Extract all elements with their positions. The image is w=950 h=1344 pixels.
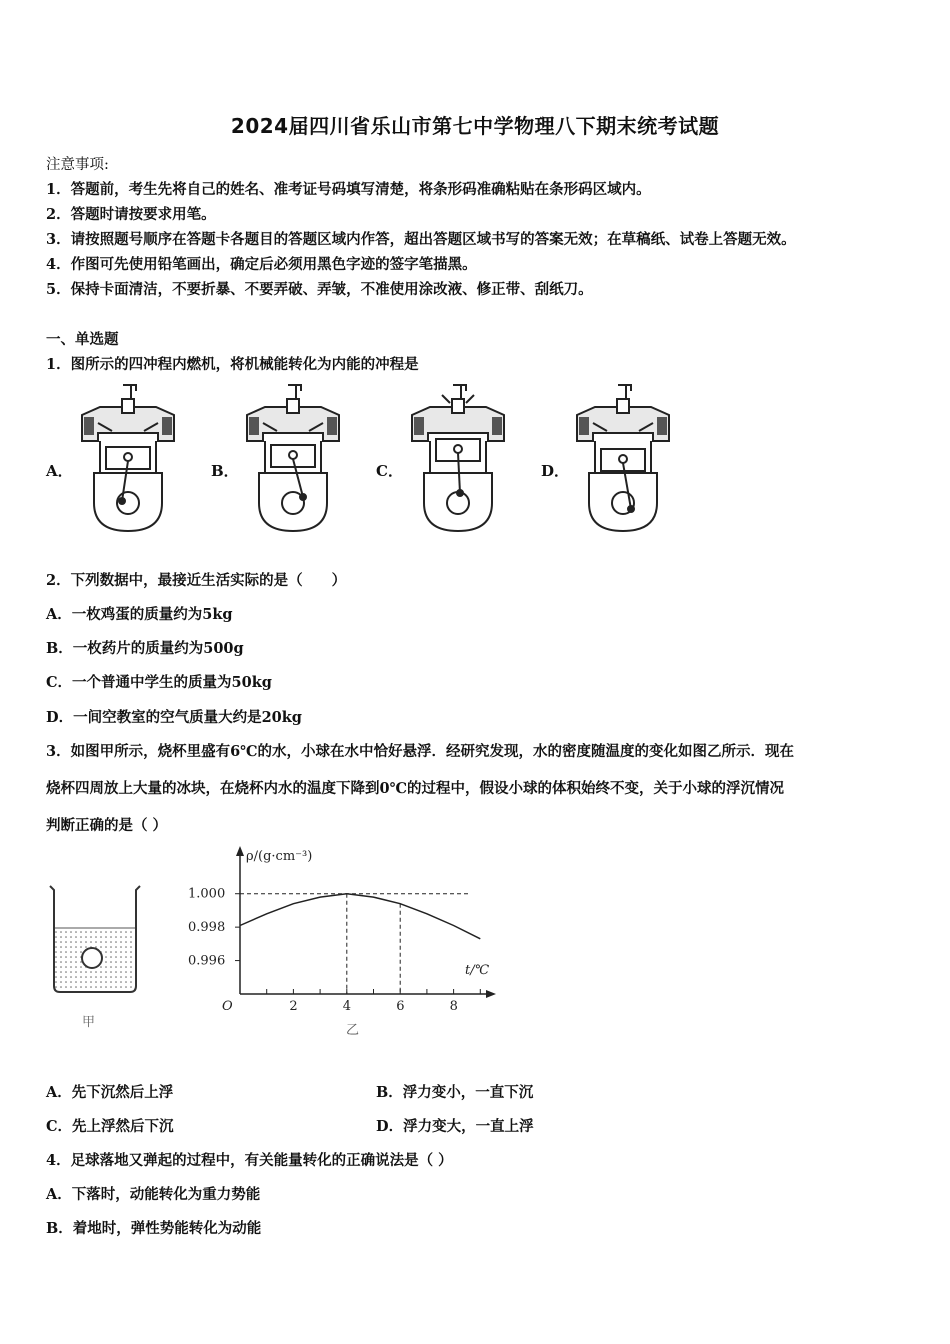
origin-label: O bbox=[222, 999, 233, 1014]
option-d: D．一间空教室的空气质量大约是20kg bbox=[46, 709, 302, 726]
y-tick-label: 1.000 bbox=[188, 886, 226, 902]
x-tick-label: 2 bbox=[289, 999, 298, 1014]
density-curve bbox=[240, 894, 480, 939]
question-1-stem: 1．图所示的四冲程内燃机，将机械能转化为内能的冲程是 bbox=[46, 356, 419, 373]
option-c-label: C． bbox=[376, 462, 403, 480]
option-b: B．浮力变小，一直下沉 bbox=[376, 1084, 534, 1101]
notice-item: 5．保持卡面清洁，不要折暴、不要弄破、弄皱，不准使用涂改液、修正带、刮纸刀。 bbox=[46, 281, 593, 298]
option-c: C．一个普通中学生的质量为50kg bbox=[46, 674, 272, 691]
question-2-stem: 2．下列数据中，最接近生活实际的是（ ） bbox=[46, 572, 347, 589]
x-axis-arrow bbox=[486, 990, 496, 998]
question-3-stem-line: 判断正确的是（ ） bbox=[46, 817, 168, 834]
option-a: A．先下沉然后上浮 bbox=[46, 1084, 174, 1101]
question-4-stem: 4．足球落地又弹起的过程中，有关能量转化的正确说法是（ ） bbox=[46, 1152, 453, 1169]
option-b: B．一枚药片的质量约为500g bbox=[46, 640, 244, 657]
option-d: D．浮力变大，一直上浮 bbox=[376, 1118, 534, 1135]
fig-b-label: 乙 bbox=[346, 1023, 360, 1038]
engine-diagram-a bbox=[78, 383, 178, 535]
y-tick-label: 0.998 bbox=[188, 920, 226, 936]
x-tick-label: 4 bbox=[342, 999, 352, 1014]
notice-heading: 注意事项: bbox=[46, 157, 109, 173]
engine-diagram-d bbox=[573, 383, 673, 535]
fig-a-label: 甲 bbox=[82, 1015, 96, 1030]
y-tick-label: 0.996 bbox=[188, 953, 226, 969]
page-title: 2024届四川省乐山市第七中学物理八下期末统考试题 bbox=[230, 114, 720, 138]
notice-item: 4．作图可先使用铅笔画出，确定后必须用黑色字迹的签字笔描黑。 bbox=[46, 256, 477, 273]
x-tick-label: 8 bbox=[449, 999, 458, 1014]
option-a: A．下落时，动能转化为重力势能 bbox=[46, 1186, 261, 1203]
engine-diagram-c bbox=[408, 383, 508, 535]
y-axis-label: ρ/(g·cm⁻³) bbox=[246, 849, 313, 864]
option-b-label: B． bbox=[211, 462, 239, 480]
x-axis-label: t/℃ bbox=[465, 963, 490, 978]
y-axis-arrow bbox=[236, 846, 244, 856]
notice-item: 2．答题时请按要求用笔。 bbox=[46, 206, 216, 223]
option-a: A．一枚鸡蛋的质量约为5kg bbox=[46, 606, 233, 623]
notice-item: 1．答题前，考生先将自己的姓名、准考证号码填写清楚，将条形码准确粘贴在条形码区域内。 bbox=[46, 181, 651, 198]
density-chart bbox=[160, 840, 510, 1040]
option-d-label: D． bbox=[541, 462, 570, 480]
beaker-figure bbox=[44, 880, 154, 1040]
section-heading: 一、单选题 bbox=[46, 331, 119, 348]
question-3-stem-line: 烧杯四周放上大量的冰块，在烧杯内水的温度下降到0℃的过程中，假设小球的体积始终不变，关于小球的浮沉情况 bbox=[46, 780, 784, 797]
option-b: B．着地时，弹性势能转化为动能 bbox=[46, 1220, 262, 1237]
option-c: C．先上浮然后下沉 bbox=[46, 1118, 174, 1135]
question-3-stem-line: 3．如图甲所示，烧杯里盛有6℃的水，小球在水中恰好悬浮．经研究发现，水的密度随温度的变化如图乙所示．现在 bbox=[46, 743, 795, 760]
notice-item: 3．请按照题号顺序在答题卡各题目的答题区域内作答，超出答题区域书写的答案无效；在草稿纸、试卷上答题无效。 bbox=[46, 231, 796, 248]
ball bbox=[82, 948, 102, 968]
x-tick-label: 6 bbox=[396, 999, 405, 1014]
engine-diagram-b bbox=[243, 383, 343, 535]
option-a-label: A． bbox=[46, 462, 73, 480]
